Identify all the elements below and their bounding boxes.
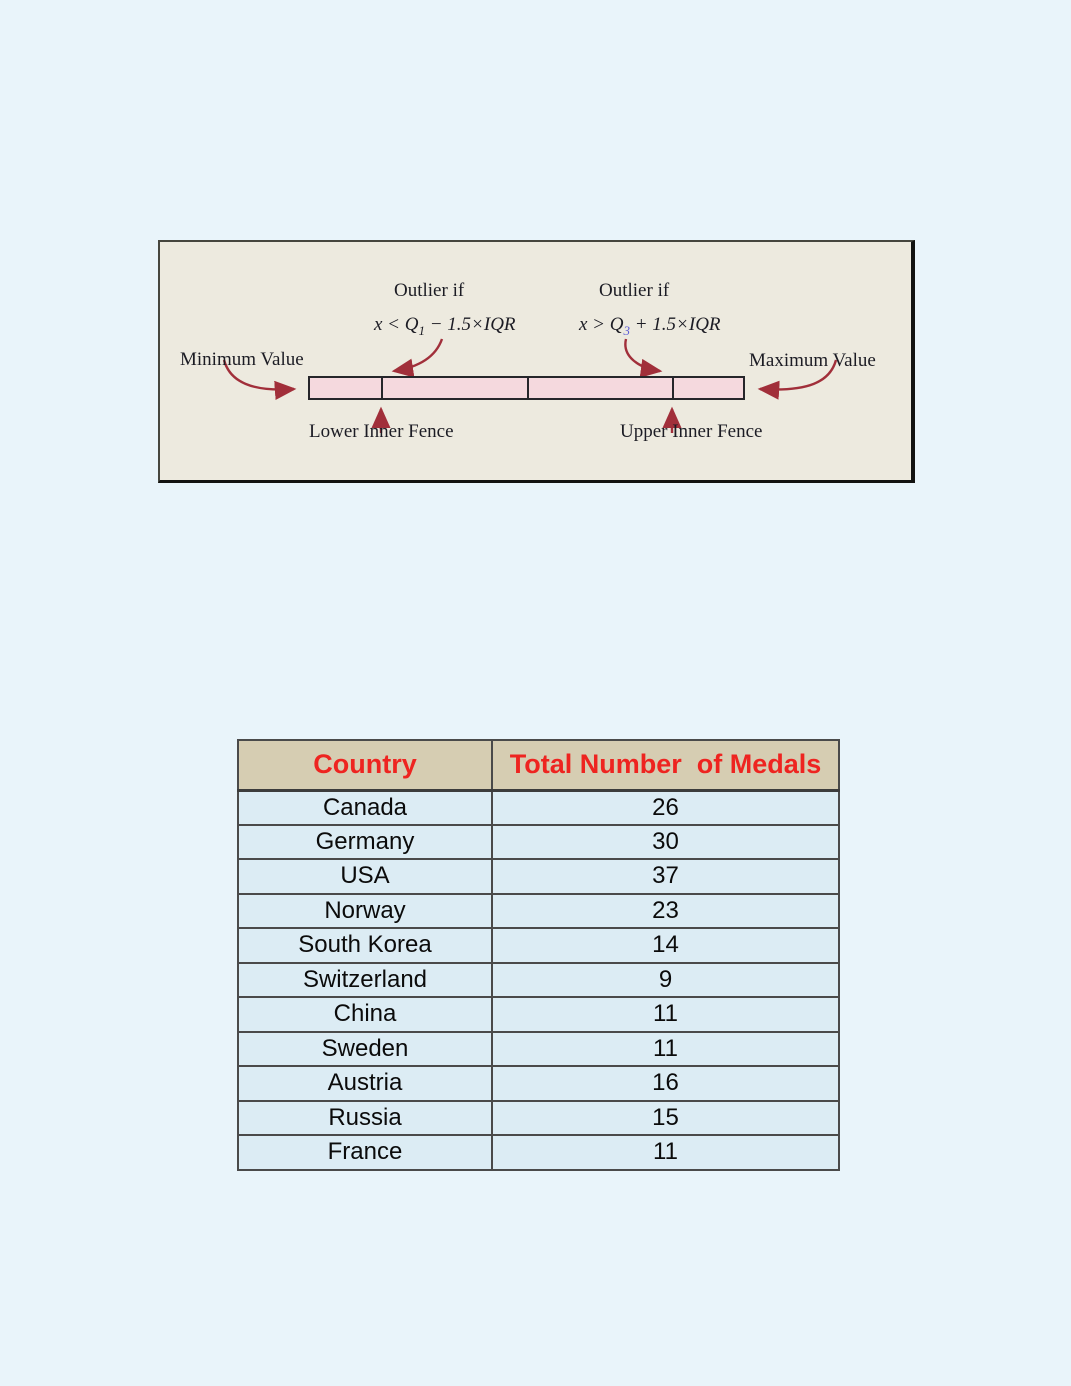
table-row	[238, 997, 839, 1032]
country-cell: USA	[238, 859, 492, 894]
table-row	[238, 894, 839, 929]
outlier-if-left-label: Outlier if	[394, 280, 465, 301]
maximum-value-label: Maximum Value	[749, 350, 876, 371]
lower-outlier-formula	[374, 314, 516, 339]
medals-table	[237, 739, 840, 1171]
country-cell: Canada	[238, 790, 492, 825]
country-cell: China	[238, 997, 492, 1032]
country-cell: France	[238, 1135, 492, 1170]
medals-cell: 15	[492, 1101, 839, 1136]
table-row	[238, 1101, 839, 1136]
table-row	[238, 928, 839, 963]
country-cell: Sweden	[238, 1032, 492, 1067]
country-cell: Russia	[238, 1101, 492, 1136]
medals-cell: 14	[492, 928, 839, 963]
medals-cell: 11	[492, 997, 839, 1032]
formula-left-prefix: x < Q	[374, 314, 419, 335]
table-row	[238, 1032, 839, 1067]
medals-cell: 11	[492, 1032, 839, 1067]
table-row	[238, 963, 839, 998]
medals-cell: 16	[492, 1066, 839, 1101]
median-line	[527, 378, 529, 398]
boxplot-bar	[308, 376, 745, 400]
lower-outlier-arrow	[394, 339, 442, 371]
table-row	[238, 1066, 839, 1101]
country-cell: Germany	[238, 825, 492, 860]
table-header-row	[238, 740, 839, 790]
medals-cell: 23	[492, 894, 839, 929]
medals-cell: 11	[492, 1135, 839, 1170]
upper-outlier-formula	[579, 314, 721, 339]
country-cell: Austria	[238, 1066, 492, 1101]
table-row	[238, 825, 839, 860]
country-cell: Norway	[238, 894, 492, 929]
formula-left-suffix: − 1.5×IQR	[424, 314, 516, 335]
upper-fence-line	[672, 378, 674, 398]
formula-right-suffix: + 1.5×IQR	[629, 314, 721, 335]
country-column-header: Country	[238, 740, 492, 790]
medals-cell: 9	[492, 963, 839, 998]
formula-left-subscript: 1	[418, 322, 425, 338]
medals-cell: 37	[492, 859, 839, 894]
lower-fence-line	[381, 378, 383, 398]
formula-right-subscript: 3	[623, 322, 630, 338]
outlier-if-right-label: Outlier if	[599, 280, 670, 301]
country-cell: South Korea	[238, 928, 492, 963]
upper-outlier-arrow	[625, 339, 660, 371]
table-row	[238, 859, 839, 894]
medals-cell: 30	[492, 825, 839, 860]
lower-inner-fence-label: Lower Inner Fence	[309, 421, 454, 442]
outlier-fence-diagram	[158, 240, 915, 483]
upper-inner-fence-label: Upper Inner Fence	[620, 421, 763, 442]
minimum-value-label: Minimum Value	[180, 349, 304, 370]
formula-right-prefix: x > Q	[579, 314, 624, 335]
country-cell: Switzerland	[238, 963, 492, 998]
medals-cell: 26	[492, 790, 839, 825]
table-row	[238, 790, 839, 825]
medals-column-header: Total Number of Medals	[492, 740, 839, 790]
table-row	[238, 1135, 839, 1170]
